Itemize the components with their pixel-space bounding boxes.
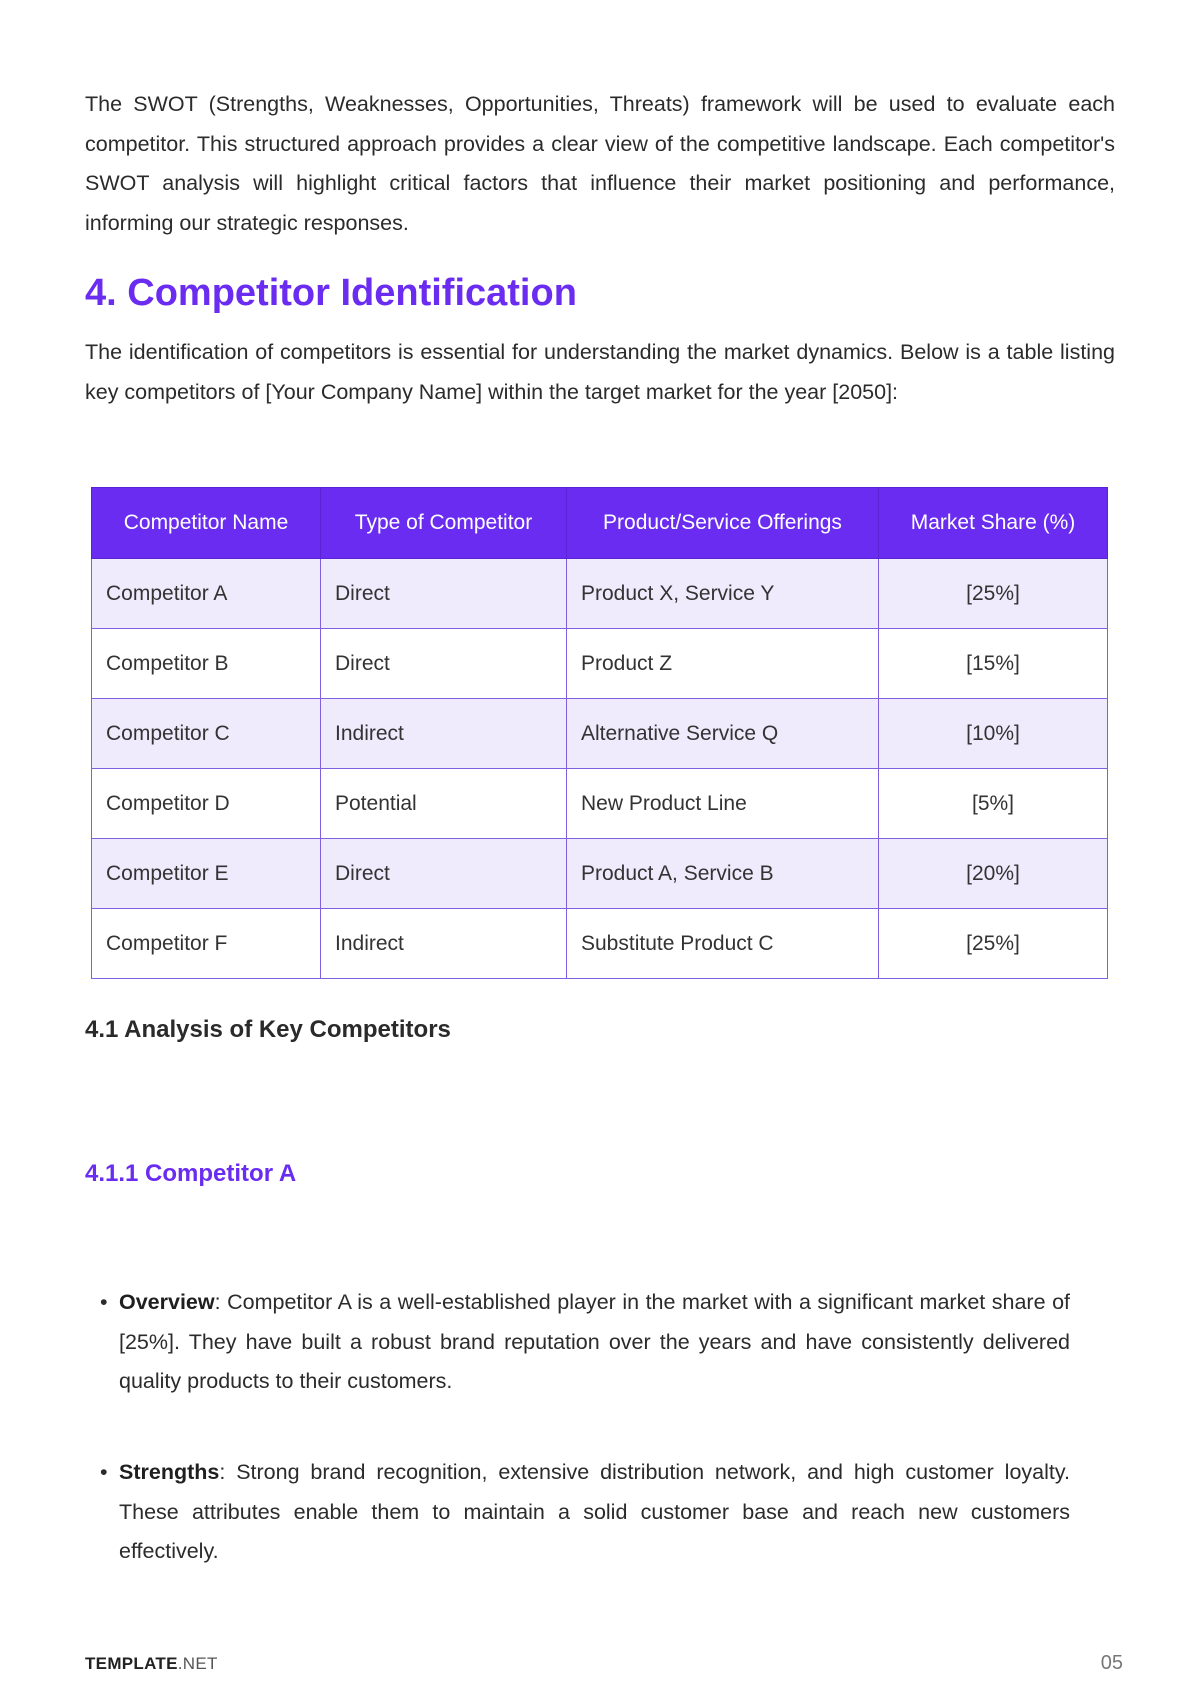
cell-competitor-name: Competitor D bbox=[92, 769, 321, 839]
competitor-table bbox=[91, 487, 1108, 979]
bullet-overview-text-block bbox=[100, 1283, 1070, 1402]
cell-competitor-name: Competitor C bbox=[92, 699, 321, 769]
cell-competitor-name: Competitor A bbox=[92, 559, 321, 629]
cell-offerings: Product Z bbox=[567, 629, 879, 699]
column-header-competitor-name: Competitor Name bbox=[92, 488, 321, 559]
subsubsection-title: 4.1.1 Competitor A bbox=[85, 1160, 297, 1187]
cell-competitor-name: Competitor E bbox=[92, 839, 321, 909]
cell-type: Direct bbox=[321, 559, 567, 629]
subsection-title: 4.1 Analysis of Key Competitors bbox=[85, 1016, 451, 1043]
cell-offerings: Alternative Service Q bbox=[567, 699, 879, 769]
cell-competitor-name: Competitor F bbox=[92, 909, 321, 979]
cell-market-share: [15%] bbox=[879, 629, 1108, 699]
table-row bbox=[92, 559, 1108, 629]
intro-paragraph: The SWOT (Strengths, Weaknesses, Opportunities, Threats) framework will be used to evaluate each competitor. This structured approach provides a clear view of the competitive landscape. Each competitor's SWOT analysis will highlight critical factors that influence their market positioning and performance, informing our strategic responses. bbox=[85, 92, 1115, 235]
table-row bbox=[92, 769, 1108, 839]
bullet-dot-icon: • bbox=[100, 1290, 108, 1314]
cell-type: Indirect bbox=[321, 699, 567, 769]
bullet-strengths-text-block bbox=[100, 1453, 1070, 1572]
cell-type: Direct bbox=[321, 839, 567, 909]
bullet-label-overview: Overview bbox=[119, 1290, 215, 1314]
table-row bbox=[92, 699, 1108, 769]
bullet-overview bbox=[100, 1283, 1070, 1402]
cell-offerings: New Product Line bbox=[567, 769, 879, 839]
cell-offerings: Product A, Service B bbox=[567, 839, 879, 909]
table-header-row bbox=[92, 488, 1108, 559]
cell-market-share: [25%] bbox=[879, 559, 1108, 629]
bullet-strengths bbox=[100, 1453, 1070, 1572]
cell-type: Potential bbox=[321, 769, 567, 839]
cell-offerings: Product X, Service Y bbox=[567, 559, 879, 629]
cell-market-share: [10%] bbox=[879, 699, 1108, 769]
cell-type: Indirect bbox=[321, 909, 567, 979]
cell-market-share: [5%] bbox=[879, 769, 1108, 839]
cell-market-share: [20%] bbox=[879, 839, 1108, 909]
column-header-offerings: Product/Service Offerings bbox=[567, 488, 879, 559]
section-title: 4. Competitor Identification bbox=[85, 272, 577, 314]
cell-market-share: [25%] bbox=[879, 909, 1108, 979]
cell-competitor-name: Competitor B bbox=[92, 629, 321, 699]
bullet-dot-icon: • bbox=[100, 1460, 108, 1484]
footer-brand-bold: TEMPLATE bbox=[85, 1654, 178, 1673]
section-paragraph: The identification of competitors is essential for understanding the market dynamics. Below is a table listing key competitors of [Your Company Name] within the target market for the year [2050]: bbox=[85, 340, 1115, 404]
cell-type: Direct bbox=[321, 629, 567, 699]
table-row bbox=[92, 629, 1108, 699]
cell-offerings: Substitute Product C bbox=[567, 909, 879, 979]
footer-brand-logo bbox=[85, 1654, 218, 1674]
bullet-text-overview: : Competitor A is a well-established player in the market with a significant market share of [25%]. They have built a robust brand reputation over the years and have consistently delivered quality products to their customers. bbox=[119, 1290, 1070, 1393]
page-number: 05 bbox=[1100, 1652, 1123, 1674]
bullet-label-strengths: Strengths bbox=[119, 1460, 220, 1484]
column-header-market-share: Market Share (%) bbox=[879, 488, 1108, 559]
table-row bbox=[92, 909, 1108, 979]
footer-brand-light: .NET bbox=[177, 1654, 218, 1673]
table-row bbox=[92, 839, 1108, 909]
bullet-text-strengths: : Strong brand recognition, extensive distribution network, and high customer loyalty. These attributes enable them to maintain a solid customer base and reach new customers effectively. bbox=[119, 1460, 1070, 1563]
column-header-type: Type of Competitor bbox=[321, 488, 567, 559]
